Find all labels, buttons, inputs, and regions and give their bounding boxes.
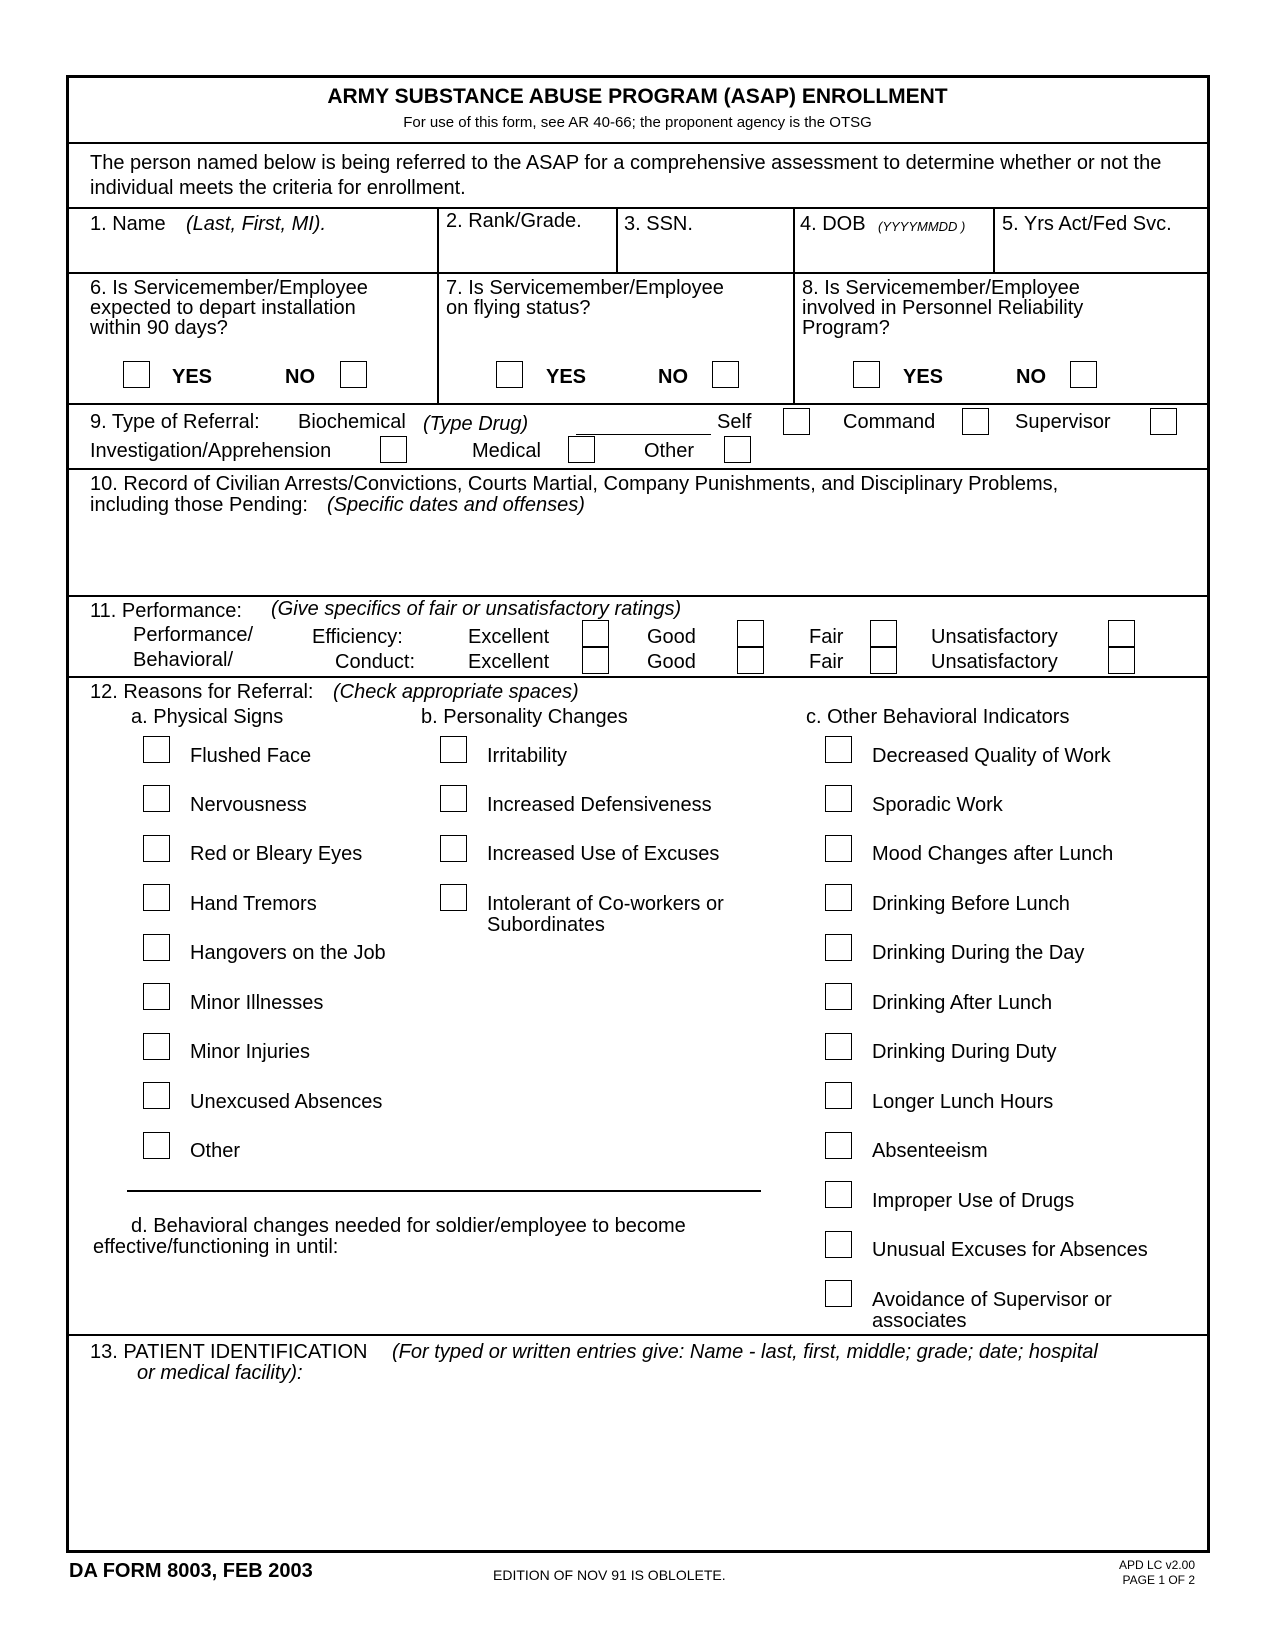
divider: [66, 403, 1210, 405]
edition-note: EDITION OF NOV 91 IS OBLOLETE.: [493, 1567, 726, 1583]
other-label: Other: [644, 440, 695, 462]
other-indicators-heading: c. Other Behavioral Indicators: [806, 706, 1070, 728]
hand-tremors-checkbox[interactable]: [143, 884, 170, 911]
flushed-face-checkbox[interactable]: [143, 736, 170, 763]
absenteeism-label: Absenteeism: [872, 1140, 988, 1162]
version-note: APD LC v2.00: [1118, 1558, 1195, 1572]
performance-hint: (Give specifics of fair or unsatisfactory ratings): [271, 598, 682, 620]
absenteeism-checkbox[interactable]: [825, 1132, 852, 1159]
other-physical-line[interactable]: [127, 1190, 761, 1192]
command-label: Command: [843, 411, 936, 433]
physical-signs-heading: a. Physical Signs: [131, 706, 284, 728]
record-line1: 10. Record of Civilian Arrests/Convictions, Courts Martial, Company Punishments, and Disciplinary Problems,: [90, 473, 1059, 495]
conduct-excellent-checkbox[interactable]: [582, 647, 609, 674]
q8-line1: 8. Is Servicemember/Employee: [802, 277, 1080, 299]
efficiency-good-label: Good: [647, 626, 696, 648]
divider: [66, 207, 1210, 209]
hangovers-label: Hangovers on the Job: [190, 942, 386, 964]
type-drug-hint: (Type Drug): [423, 413, 529, 435]
nervousness-checkbox[interactable]: [143, 785, 170, 812]
behavioral-changes-line2: effective/functioning in until:: [93, 1236, 339, 1258]
q6-line2: expected to depart installation: [90, 297, 356, 319]
patient-id-hint-2: or medical facility):: [137, 1362, 303, 1384]
minor-illnesses-label: Minor Illnesses: [190, 992, 324, 1014]
performance-label: 11. Performance:: [90, 600, 242, 622]
efficiency-unsatisfactory-checkbox[interactable]: [1108, 620, 1135, 647]
conduct-unsatisfactory-checkbox[interactable]: [1108, 647, 1135, 674]
conduct-fair-checkbox[interactable]: [870, 647, 897, 674]
medical-checkbox[interactable]: [568, 436, 595, 463]
defensiveness-label: Increased Defensiveness: [487, 794, 712, 816]
self-checkbox[interactable]: [783, 408, 810, 435]
improper-drugs-checkbox[interactable]: [825, 1181, 852, 1208]
flushed-face-label: Flushed Face: [190, 745, 312, 767]
improper-drugs-label: Improper Use of Drugs: [872, 1190, 1075, 1212]
service-years-label: 5. Yrs Act/Fed Svc.: [1002, 213, 1172, 235]
divider: [793, 207, 795, 404]
q7-line1: 7. Is Servicemember/Employee: [446, 277, 724, 299]
intolerant-label: Intolerant of Co-workers or: [487, 893, 724, 915]
mood-changes-checkbox[interactable]: [825, 835, 852, 862]
q7-yes-label: YES: [546, 366, 587, 388]
decreased-quality-label: Decreased Quality of Work: [872, 745, 1111, 767]
divider: [616, 207, 618, 272]
efficiency-excellent-label: Excellent: [468, 626, 550, 648]
performance-row-label: Performance/: [133, 624, 254, 646]
divider: [993, 207, 995, 272]
red-eyes-checkbox[interactable]: [143, 835, 170, 862]
longer-lunch-checkbox[interactable]: [825, 1082, 852, 1109]
medical-label: Medical: [472, 440, 541, 462]
behavioral-changes-line1: d. Behavioral changes needed for soldier/employee to become: [131, 1215, 686, 1237]
q6-yes-checkbox[interactable]: [123, 361, 150, 388]
type-drug-line[interactable]: [576, 434, 711, 435]
other-physical-checkbox[interactable]: [143, 1132, 170, 1159]
nervousness-label: Nervousness: [190, 794, 307, 816]
intro-text-2: individual meets the criteria for enrollment.: [90, 177, 466, 199]
patient-id-label: 13. PATIENT IDENTIFICATION: [90, 1341, 368, 1363]
q7-line2: on flying status?: [446, 297, 591, 319]
decreased-quality-checkbox[interactable]: [825, 736, 852, 763]
q6-no-checkbox[interactable]: [340, 361, 367, 388]
referral-label: 9. Type of Referral:: [90, 411, 260, 433]
command-checkbox[interactable]: [962, 408, 989, 435]
rank-label: 2. Rank/Grade.: [446, 210, 582, 232]
divider: [66, 1334, 1210, 1336]
divider: [66, 468, 1210, 470]
mood-changes-label: Mood Changes after Lunch: [872, 843, 1114, 865]
minor-injuries-label: Minor Injuries: [190, 1041, 311, 1063]
drinking-before-lunch-label: Drinking Before Lunch: [872, 893, 1070, 915]
unusual-excuses-checkbox[interactable]: [825, 1231, 852, 1258]
divider: [66, 676, 1210, 678]
reasons-label: 12. Reasons for Referral:: [90, 681, 314, 703]
sporadic-work-label: Sporadic Work: [872, 794, 1003, 816]
q8-line2: involved in Personnel Reliability: [802, 297, 1084, 319]
efficiency-label: Efficiency:: [312, 626, 403, 648]
intolerant-checkbox[interactable]: [440, 884, 467, 911]
divider: [66, 272, 1210, 274]
record-hint: (Specific dates and offenses): [327, 494, 585, 516]
drinking-during-day-checkbox[interactable]: [825, 934, 852, 961]
q8-yes-label: YES: [903, 366, 944, 388]
avoidance-checkbox[interactable]: [825, 1280, 852, 1307]
supervisor-checkbox[interactable]: [1150, 408, 1177, 435]
unusual-excuses-label: Unusual Excuses for Absences: [872, 1239, 1148, 1261]
dob-hint: (YYYYMMDD ): [878, 219, 966, 234]
drinking-during-duty-checkbox[interactable]: [825, 1033, 852, 1060]
intro-text: The person named below is being referred to the ASAP for a comprehensive assessment to determine whether or not the: [90, 152, 1162, 174]
q6-line3: within 90 days?: [90, 317, 228, 339]
divider: [66, 595, 1210, 597]
divider: [66, 142, 1210, 144]
investigation-label: Investigation/Apprehension: [90, 440, 332, 462]
q6-no-label: NO: [285, 366, 315, 388]
defensiveness-checkbox[interactable]: [440, 785, 467, 812]
red-eyes-label: Red or Bleary Eyes: [190, 843, 363, 865]
excuses-checkbox[interactable]: [440, 835, 467, 862]
conduct-unsatisfactory-label: Unsatisfactory: [931, 651, 1058, 673]
behavioral-row-label: Behavioral/: [133, 649, 234, 671]
name-hint: (Last, First, MI).: [186, 213, 326, 235]
q8-no-checkbox[interactable]: [1070, 361, 1097, 388]
q7-yes-checkbox[interactable]: [496, 361, 523, 388]
record-line2: including those Pending:: [90, 494, 308, 516]
investigation-checkbox[interactable]: [380, 436, 407, 463]
q8-line3: Program?: [802, 317, 890, 339]
avoidance-label-line2: associates: [872, 1310, 967, 1332]
form-number: DA FORM 8003, FEB 2003: [69, 1560, 313, 1582]
q6-yes-label: YES: [172, 366, 213, 388]
q8-yes-checkbox[interactable]: [853, 361, 880, 388]
hand-tremors-label: Hand Tremors: [190, 893, 317, 915]
sporadic-work-checkbox[interactable]: [825, 785, 852, 812]
biochemical-label: Biochemical: [298, 411, 406, 433]
q7-no-label: NO: [658, 366, 688, 388]
conduct-good-checkbox[interactable]: [737, 647, 764, 674]
ssn-label: 3. SSN.: [624, 213, 693, 235]
efficiency-good-checkbox[interactable]: [737, 620, 764, 647]
intolerant-label-line2: Subordinates: [487, 914, 605, 936]
conduct-excellent-label: Excellent: [468, 651, 550, 673]
unexcused-absences-label: Unexcused Absences: [190, 1091, 383, 1113]
drinking-during-duty-label: Drinking During Duty: [872, 1041, 1057, 1063]
drinking-before-lunch-checkbox[interactable]: [825, 884, 852, 911]
q8-no-label: NO: [1016, 366, 1046, 388]
unexcused-absences-checkbox[interactable]: [143, 1082, 170, 1109]
other-checkbox[interactable]: [724, 436, 751, 463]
form-subtitle: For use of this form, see AR 40-66; the proponent agency is the OTSG: [403, 114, 872, 131]
personality-changes-heading: b. Personality Changes: [421, 706, 628, 728]
avoidance-label: Avoidance of Supervisor or: [872, 1289, 1112, 1311]
efficiency-excellent-checkbox[interactable]: [582, 620, 609, 647]
efficiency-unsatisfactory-label: Unsatisfactory: [931, 626, 1058, 648]
other-physical-label: Other: [190, 1140, 241, 1162]
minor-illnesses-checkbox[interactable]: [143, 983, 170, 1010]
page-number: PAGE 1 OF 2: [1122, 1573, 1195, 1587]
hangovers-checkbox[interactable]: [143, 934, 170, 961]
form-title: ARMY SUBSTANCE ABUSE PROGRAM (ASAP) ENROLLMENT: [327, 85, 948, 108]
conduct-good-label: Good: [647, 651, 696, 673]
drinking-after-lunch-checkbox[interactable]: [825, 983, 852, 1010]
efficiency-fair-checkbox[interactable]: [870, 620, 897, 647]
reasons-hint: (Check appropriate spaces): [333, 681, 579, 703]
conduct-label: Conduct:: [335, 651, 416, 673]
irritability-checkbox[interactable]: [440, 736, 467, 763]
q6-line1: 6. Is Servicemember/Employee: [90, 277, 368, 299]
q7-no-checkbox[interactable]: [712, 361, 739, 388]
divider: [437, 207, 439, 404]
self-label: Self: [717, 411, 752, 433]
drinking-during-day-label: Drinking During the Day: [872, 942, 1085, 964]
longer-lunch-label: Longer Lunch Hours: [872, 1091, 1054, 1113]
efficiency-fair-label: Fair: [809, 626, 844, 648]
irritability-label: Irritability: [487, 745, 568, 767]
supervisor-label: Supervisor: [1015, 411, 1111, 433]
drinking-after-lunch-label: Drinking After Lunch: [872, 992, 1053, 1014]
dob-label: 4. DOB: [800, 213, 866, 235]
minor-injuries-checkbox[interactable]: [143, 1033, 170, 1060]
excuses-label: Increased Use of Excuses: [487, 843, 720, 865]
patient-id-hint: (For typed or written entries give: Name - last, first, middle; grade; date; hospital: [392, 1341, 1098, 1363]
name-label: 1. Name: [90, 213, 166, 235]
conduct-fair-label: Fair: [809, 651, 844, 673]
